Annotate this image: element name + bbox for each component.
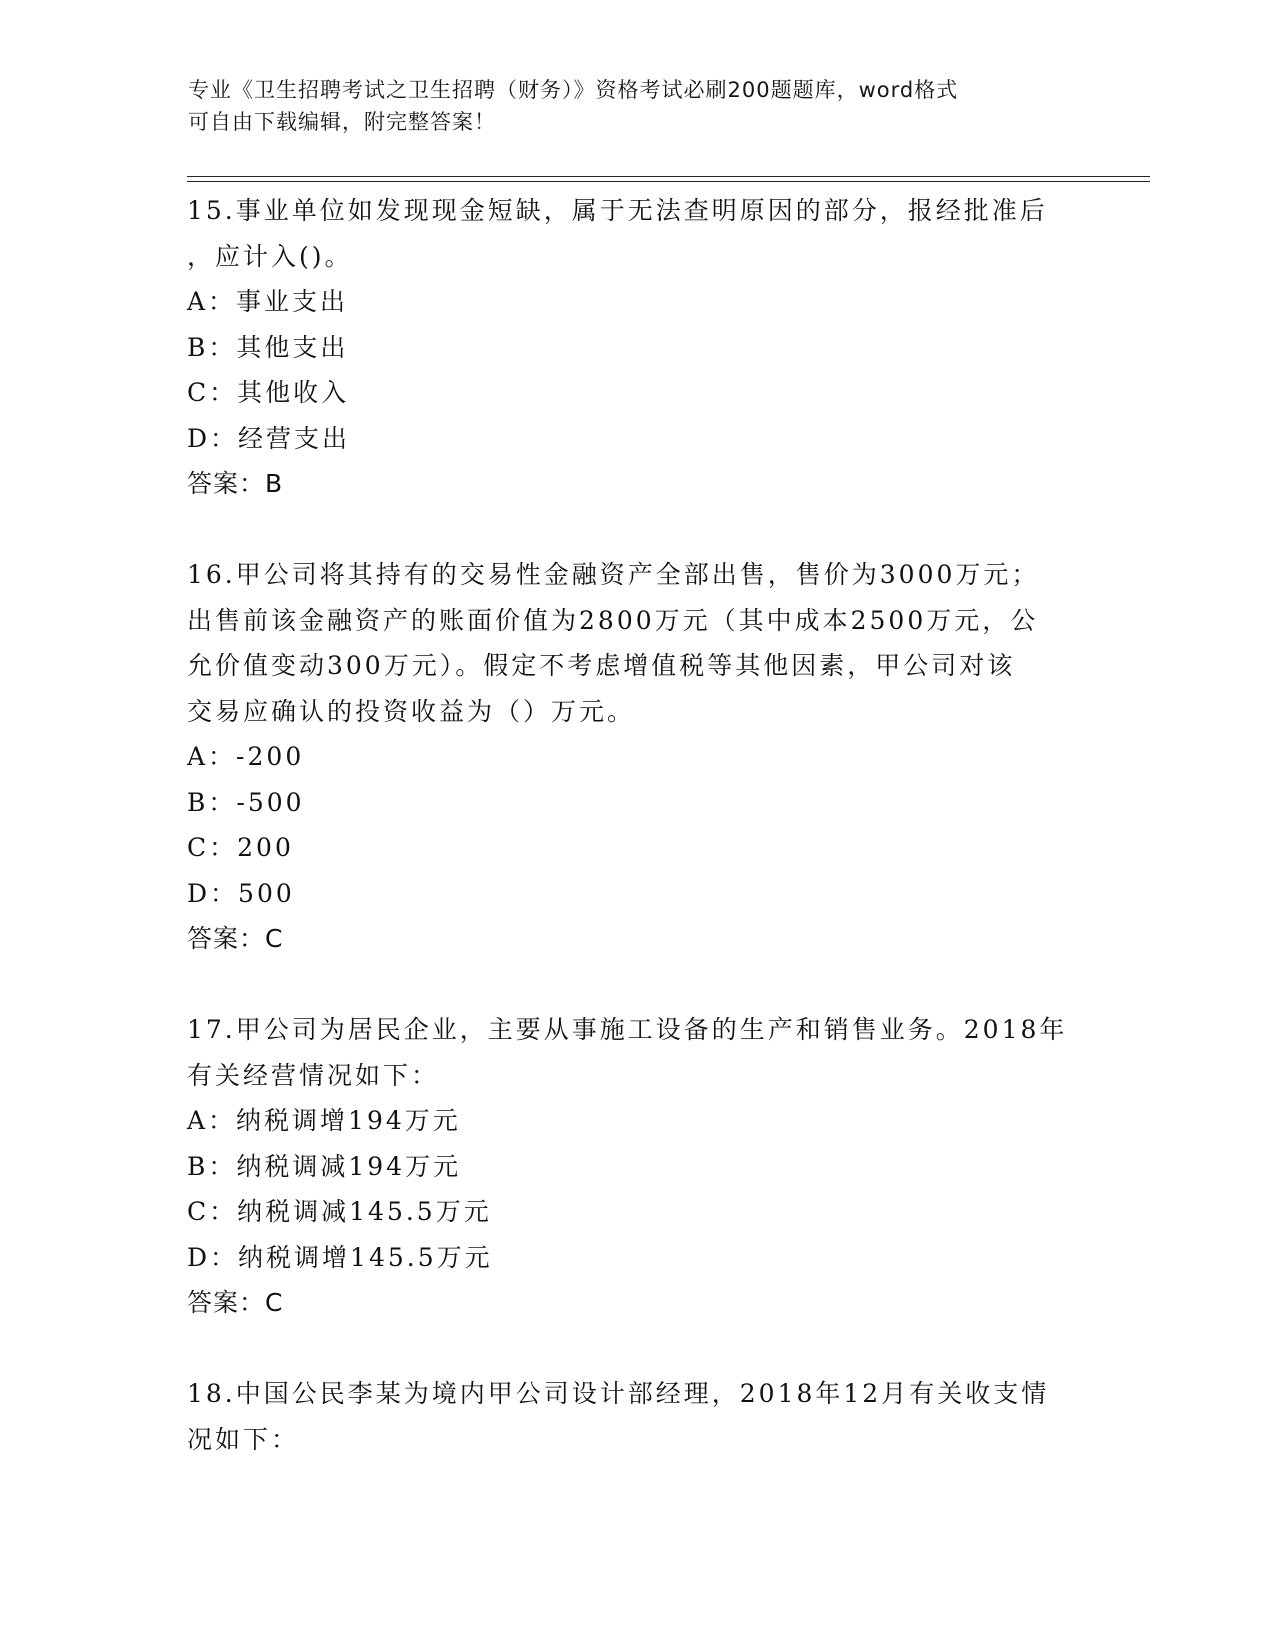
option-c: C：200: [187, 833, 294, 862]
option-b: B：纳税调减194万元: [187, 1151, 462, 1181]
header-divider-top: [187, 176, 1150, 177]
answer: 答案：C: [187, 924, 284, 953]
question-15: [187, 188, 1087, 507]
question-text: 交易应确认的投资收益为（）万元。: [187, 696, 636, 726]
question-text: 17.甲公司为居民企业，主要从事施工设备的生产和销售业务。2018年: [187, 1015, 1068, 1044]
option-b: B：-500: [187, 787, 305, 817]
question-spacer: [187, 962, 1087, 1008]
question-spacer: [187, 1326, 1087, 1372]
question-text: 15.事业单位如发现现金短缺，属于无法查明原因的部分，报经批准后: [187, 196, 1048, 225]
option-d: D：纳税调增145.5万元: [187, 1242, 493, 1272]
document-header: [188, 74, 1088, 138]
option-c: C：纳税调减145.5万元: [187, 1197, 492, 1226]
option-d: D：500: [187, 878, 295, 908]
question-text: 出售前该金融资产的账面价值为2800万元（其中成本2500万元，公: [187, 605, 1039, 635]
header-line: 专业《卫生招聘考试之卫生招聘（财务）》资格考试必刷200题题库，word格式: [188, 78, 959, 102]
question-list: [187, 188, 1087, 1462]
option-d: D：经营支出: [187, 423, 351, 453]
question-18: [187, 1371, 1087, 1462]
question-text: 有关经营情况如下：: [187, 1060, 440, 1090]
question-spacer: [187, 507, 1087, 553]
answer: 答案：B: [187, 469, 284, 498]
question-text: 18.中国公民李某为境内甲公司设计部经理，2018年12月有关收支情: [187, 1379, 1050, 1408]
option-a: A：纳税调增194万元: [187, 1106, 461, 1135]
question-17: [187, 1007, 1087, 1326]
option-c: C：其他收入: [187, 378, 350, 407]
option-a: A：事业支出: [187, 287, 349, 316]
header-line: 可自由下载编辑，附完整答案！: [188, 110, 496, 134]
header-divider-bottom: [187, 181, 1150, 182]
question-16: [187, 552, 1087, 962]
option-b: B：其他支出: [187, 332, 349, 362]
option-a: A：-200: [187, 742, 305, 771]
question-text: 况如下：: [187, 1424, 300, 1454]
question-text: 16.甲公司将其持有的交易性金融资产全部出售，售价为3000万元；: [187, 560, 1040, 589]
question-text: ，应计入()。: [187, 241, 353, 271]
answer: 答案：C: [187, 1288, 284, 1317]
question-text: 允价值变动300万元）。假定不考虑增值税等其他因素，甲公司对该: [187, 651, 1016, 680]
